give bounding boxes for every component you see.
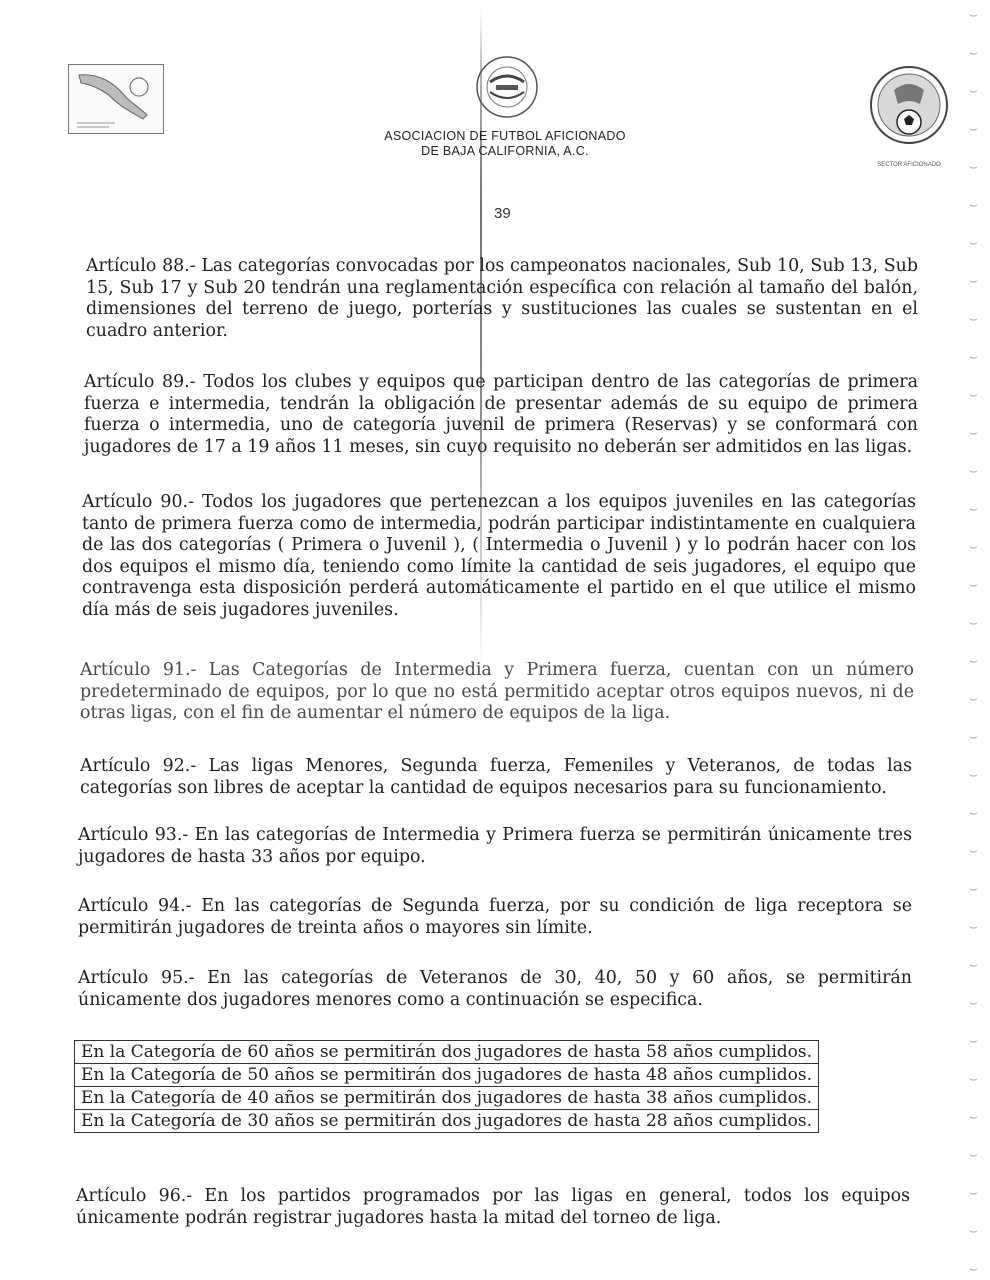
binding-mark-icon: ⌣ <box>968 83 978 99</box>
article-label: Artículo 95.- <box>78 968 195 988</box>
organization-name <box>330 129 680 159</box>
table-row <box>75 1087 819 1110</box>
article-text: En las categorías de Veteranos de 30, 40, 50 y 60 años, se permitirán únicamente dos jugadores menores como a continuación se especifica. <box>78 968 912 1010</box>
veterans-age-table <box>74 1040 819 1133</box>
binding-mark-icon: ⌣ <box>968 1261 978 1277</box>
binding-mark-icon: ⌣ <box>968 1109 978 1125</box>
article-text: Todos los jugadores que pertenezcan a los equipos juveniles en las categorías tanto de primera fuerza como de intermedia, podrán participar indistintamente en cualquiera de las dos categorías ( Primera o Juvenil ), ( Intermedia o Juvenil ) y lo podrán hacer con los dos equipos el mismo día, teniendo como límite la cantidad de seis jugadores, el equipo que contravenga esta disposición perderá automáticamente el partido en el que utilice el mismo día más de seis jugadores juveniles. <box>82 492 916 620</box>
binding-mark-icon: ⌣ <box>968 7 978 23</box>
article-91 <box>80 660 914 725</box>
binding-mark-icon: ⌣ <box>968 349 978 365</box>
article-label: Artículo 88.- <box>86 256 196 276</box>
binding-mark-icon: ⌣ <box>968 843 978 859</box>
binding-mark-icon: ⌣ <box>968 1071 978 1087</box>
org-line-2: DE BAJA CALIFORNIA, A.C. <box>421 144 589 158</box>
binding-mark-icon: ⌣ <box>968 805 978 821</box>
binding-mark-icon: ⌣ <box>968 159 978 175</box>
table-row <box>75 1064 819 1087</box>
binding-mark-icon: ⌣ <box>968 881 978 897</box>
binding-mark-icon: ⌣ <box>968 995 978 1011</box>
table-row <box>75 1110 819 1133</box>
article-text: Las categorías convocadas por los campeonatos nacionales, Sub 10, Sub 13, Sub 15, Sub 17 y Sub 20 tendrán una reglamentación específica con relación al tamaño del balón, dimensiones del terreno de juego, porterías y sustituciones las cuales se sustentan en el cuadro anterior. <box>86 256 918 341</box>
table-cell: En la Categoría de 30 años se permitirán dos jugadores de hasta 28 años cumplidos. <box>75 1110 819 1133</box>
article-label: Artículo 94.- <box>78 896 192 916</box>
binding-mark-icon: ⌣ <box>968 1185 978 1201</box>
binding-mark-icon: ⌣ <box>968 387 978 403</box>
table-row <box>75 1041 819 1064</box>
binding-mark-icon: ⌣ <box>968 311 978 327</box>
article-text: Las Categorías de Intermedia y Primera fuerza, cuentan con un número predeterminado de equipos, por lo que no está permitido aceptar otros equipos nuevos, ni de otras ligas, con el fin de aumentar el número de equipos de la liga. <box>80 660 914 723</box>
article-89 <box>84 372 918 458</box>
article-text: En las categorías de Segunda fuerza, por su condición de liga receptora se permitirán jugadores de treinta años o mayores sin límite. <box>78 896 913 938</box>
page-number: 39 <box>494 205 511 222</box>
baja-california-map-logo <box>68 64 164 134</box>
binding-mark-icon: ⌣ <box>968 615 978 631</box>
binding-mark-icon: ⌣ <box>968 501 978 517</box>
binding-mark-icon: ⌣ <box>968 197 978 213</box>
article-label: Artículo 89.- <box>84 372 196 392</box>
binding-mark-icon: ⌣ <box>968 653 978 669</box>
table-cell: En la Categoría de 60 años se permitirán dos jugadores de hasta 58 años cumplidos. <box>75 1041 819 1064</box>
binding-mark-icon: ⌣ <box>968 1223 978 1239</box>
article-93 <box>78 825 912 868</box>
seal-caption: SECTOR AFICIONADO <box>877 162 941 168</box>
article-88 <box>86 256 918 342</box>
article-text: En las categorías de Intermedia y Primera fuerza se permitirán únicamente tres jugadores de hasta 33 años por equipo. <box>78 825 913 867</box>
table-cell: En la Categoría de 40 años se permitirán dos jugadores de hasta 38 años cumplidos. <box>75 1087 819 1110</box>
article-95 <box>78 968 912 1011</box>
binding-mark-icon: ⌣ <box>968 539 978 555</box>
article-label: Artículo 90.- <box>82 492 194 512</box>
binding-mark-icon: ⌣ <box>968 425 978 441</box>
article-94 <box>78 896 912 939</box>
article-label: Artículo 91.- <box>80 660 197 680</box>
binding-mark-icon: ⌣ <box>968 577 978 593</box>
binding-mark-icon: ⌣ <box>968 45 978 61</box>
article-label: Artículo 93.- <box>78 825 189 845</box>
binding-mark-icon: ⌣ <box>968 273 978 289</box>
article-96 <box>76 1186 910 1229</box>
binding-marks <box>956 0 982 1280</box>
article-text: Todos los clubes y equipos que participan dentro de las categorías de primera fuerza e intermedia, tendrán la obligación de presentar además de su equipo de primera fuerza o intermedia, uno de categoría juvenil de primera (Reservas) y se conformará con jugadores de 17 a 19 años 11 meses, sin cuyo requisito no deberán ser admitidos en las ligas. <box>84 372 918 457</box>
mexico-seal-logo <box>864 60 954 164</box>
femexfut-logo <box>472 52 542 122</box>
article-label: Artículo 92.- <box>80 756 197 776</box>
binding-mark-icon: ⌣ <box>968 729 978 745</box>
article-90 <box>82 492 916 621</box>
binding-mark-icon: ⌣ <box>968 919 978 935</box>
binding-mark-icon: ⌣ <box>968 691 978 707</box>
binding-mark-icon: ⌣ <box>968 767 978 783</box>
binding-mark-icon: ⌣ <box>968 463 978 479</box>
binding-mark-icon: ⌣ <box>968 121 978 137</box>
article-92 <box>80 756 912 799</box>
binding-mark-icon: ⌣ <box>968 957 978 973</box>
binding-mark-icon: ⌣ <box>968 235 978 251</box>
article-text: En los partidos programados por las ligas en general, todos los equipos únicamente podrán registrar jugadores hasta la mitad del torneo de liga. <box>76 1186 910 1228</box>
article-text: Las ligas Menores, Segunda fuerza, Femeniles y Veteranos, de todas las categorías son libres de aceptar la cantidad de equipos necesarios para su funcionamiento. <box>80 756 912 798</box>
article-label: Artículo 96.- <box>76 1186 193 1206</box>
org-line-1: ASOCIACION DE FUTBOL AFICIONADO <box>384 129 626 143</box>
binding-mark-icon: ⌣ <box>968 1147 978 1163</box>
table-cell: En la Categoría de 50 años se permitirán dos jugadores de hasta 48 años cumplidos. <box>75 1064 819 1087</box>
binding-mark-icon: ⌣ <box>968 1033 978 1049</box>
